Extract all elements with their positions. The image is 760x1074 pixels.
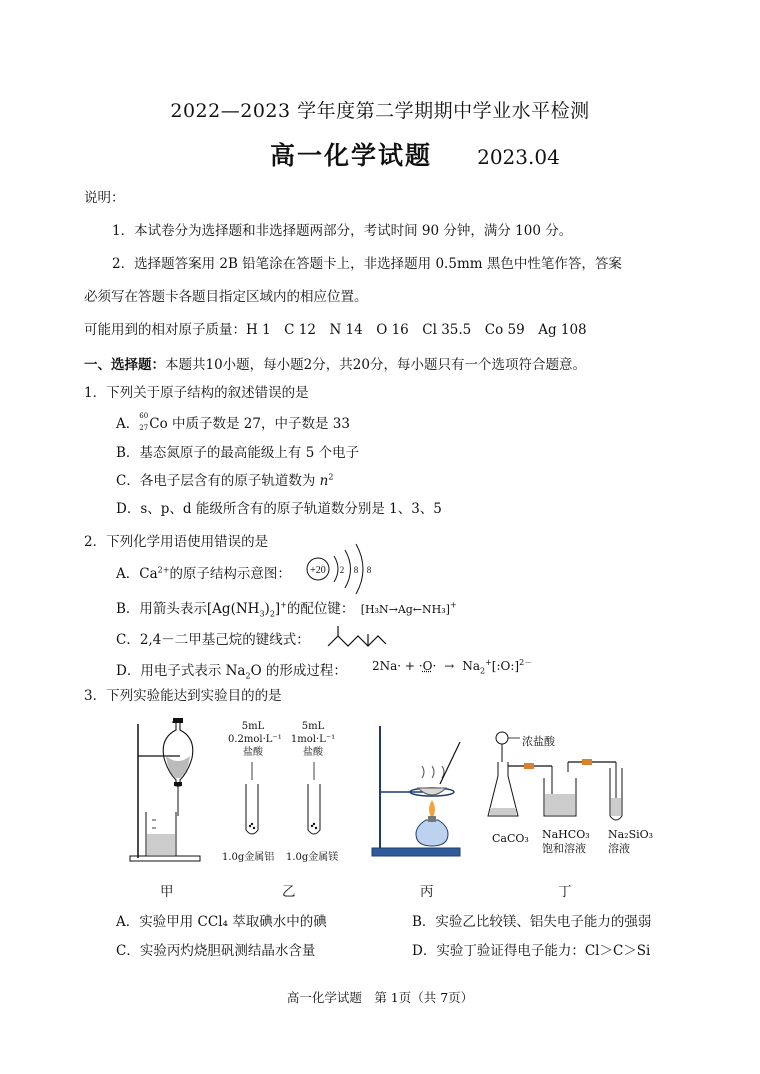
instructions-heading: 说明： — [84, 190, 125, 206]
subject-title: 高一化学试题 — [270, 141, 433, 170]
ding-na2sio3-note: 溶液 — [608, 842, 630, 855]
section-1-heading: 一、选择题： — [84, 357, 165, 373]
yi-right-acid: 盐酸 — [303, 747, 323, 758]
ding-caco3-label: CaCO₃ — [492, 832, 529, 845]
question-3-option-c: C．实验丙灼烧胆矾测结晶水含量 — [116, 943, 316, 959]
q1-isotope-prefix — [139, 411, 149, 432]
q1-a-prefix: A． — [116, 416, 140, 432]
yi-right-reagent-label — [288, 720, 338, 759]
q2-b-text4: 的配位键： — [286, 601, 355, 617]
q1-c-n: n — [319, 473, 329, 489]
apparatus-bing-crucible-heating — [370, 722, 470, 862]
question-3-option-a: A．实验甲用 CCl₄ 萃取碘水中的碘 — [116, 914, 327, 930]
dot-eq-oxygen-2: O — [500, 659, 511, 673]
question-3-stem: 3．下列实验能达到实验目的的是 — [84, 688, 282, 704]
q1-c-text: C．各电子层含有的原子轨道数为 — [116, 473, 320, 489]
q2-b-sub: 3 — [259, 609, 265, 619]
yi-left-acid: 盐酸 — [243, 747, 263, 758]
apparatus-label-ding: 丁 — [558, 884, 572, 900]
instruction-item-2-line-2: 必须写在答题卡各题目指定区域内的相应位置。 — [84, 289, 368, 305]
atomic-masses: 可能用到的相对原子质量：H 1 C 12 N 14 O 16 Cl 35.5 Co 59 Ag 108 — [84, 322, 587, 338]
question-1-option-a — [116, 412, 350, 432]
question-1-option-d: D．s、p、d 能级所含有的原子轨道数分别是 1、3、5 — [116, 501, 442, 517]
question-1-option-c — [116, 469, 333, 489]
ca-shell-1-electrons: 2 — [339, 565, 345, 575]
q1-isotope-mass: 60 — [139, 411, 149, 420]
apparatus-yi-test-tubes — [236, 760, 336, 840]
dot-eq-charge: 2－ — [519, 658, 533, 667]
exam-date: 2023.04 — [477, 145, 560, 169]
q1-a-text: 中质子数是 27，中子数是 33 — [167, 416, 350, 432]
yi-right-concentration: 1mol·L⁻¹ — [290, 734, 336, 745]
apparatus-label-bing: 丙 — [420, 884, 434, 900]
q2-a-prefix: A．Ca — [116, 566, 158, 582]
question-1-option-b: B．基态氮原子的最高能级上有 5 个电子 — [116, 445, 360, 461]
apparatus-label-jia: 甲 — [160, 884, 174, 900]
question-2-stem: 2．下列化学用语使用错误的是 — [84, 534, 269, 550]
question-2-option-a — [116, 562, 291, 582]
yi-left-volume: 5mL — [241, 721, 265, 732]
question-3-option-b: B．实验乙比较镁、铝失电子能力的强弱 — [412, 914, 652, 930]
instruction-item-1: 1．本试卷分为选择题和非选择题两部分，考试时间 90 分钟，满分 100 分。 — [112, 223, 573, 239]
apparatus-jia-separatory-funnel — [128, 716, 208, 866]
q2-d-text: D．用电子式表示 Na — [116, 663, 246, 679]
yi-left-reagent-label — [228, 720, 282, 759]
q2-b-sub2: 2 — [269, 609, 275, 619]
ca-shell-3-electrons: 8 — [366, 565, 372, 575]
yi-left-metal: 1.0g金属铝 — [222, 852, 275, 863]
electron-dot-formation: $2Na\cdot + \cdot O\cdot \to Na_2^+[:O:]^{2-}$ — [372, 658, 533, 676]
ding-na2sio3-label — [608, 828, 653, 856]
yi-right-metal: 1.0g金属镁 — [286, 852, 339, 863]
dot-eq-oxygen: O — [422, 659, 433, 673]
ca-ion-structure-diagram — [300, 540, 390, 598]
dot-eq-sup: + — [485, 658, 492, 667]
q2-a-charge: 2+ — [157, 565, 170, 575]
q2-b-text2: ) — [264, 601, 270, 617]
page-footer: 高一化学试题 第 1页（共 7页） — [286, 990, 474, 1005]
section-1-description: 本题共10小题，每小题2分，共20分，每小题只有一个选项符合题意。 — [165, 357, 586, 373]
question-2-option-b — [116, 597, 457, 617]
dot-eq-sodium: Na — [462, 659, 480, 673]
section-1-header — [84, 353, 586, 373]
skeletal-formula-dimethylhexane — [326, 624, 388, 650]
q2-b-sup: + — [280, 600, 287, 610]
question-3-option-d: D．实验丁验证得电子能力：Cl＞C＞Si — [412, 943, 651, 959]
instruction-item-2-line-1: 2．选择题答案用 2B 铅笔涂在答题卡上，非选择题用 0.5mm 黑色中性笔作答，答案 — [112, 256, 622, 272]
apparatus-label-yi: 乙 — [282, 884, 296, 900]
question-2-option-d — [116, 659, 347, 679]
ding-nahco3-note: 饱和溶液 — [542, 842, 586, 855]
q2-b-text: B．用箭头表示[Ag(NH — [116, 601, 260, 617]
yi-right-volume: 5mL — [301, 721, 325, 732]
coordinate-bond-formula: [H₃N→Ag←NH₃] — [360, 603, 450, 616]
q1-c-exponent: 2 — [328, 472, 334, 482]
q2-d-sub: 2 — [245, 671, 251, 681]
dot-eq-close-bracket: ] — [514, 659, 520, 673]
q1-element: Co — [149, 416, 168, 432]
question-2-option-c: C．2,4－二甲基己烷的键线式： — [116, 632, 310, 648]
ca-nucleus-charge: +20 — [310, 565, 326, 576]
subject-title-row — [270, 136, 560, 172]
ca-shell-2-electrons: 8 — [353, 565, 359, 575]
ding-nahco3-formula: NaHCO₃ — [542, 828, 590, 841]
exam-title: 2022—2023 学年度第二学期期中学业水平检测 — [170, 100, 590, 122]
q2-d-text2: O 的形成过程： — [250, 663, 347, 679]
question-1-stem: 1．下列关于原子结构的叙述错误的是 — [84, 385, 309, 401]
dot-eq-sub: 2 — [480, 666, 486, 676]
ding-conc-hcl-label: 浓盐酸 — [522, 735, 555, 748]
q1-isotope-number: 27 — [139, 423, 149, 432]
apparatus-ding-gas-chain — [486, 728, 636, 828]
dot-eq-arrow: → — [444, 659, 455, 673]
ding-nahco3-label — [542, 828, 590, 856]
coordinate-bond-charge: + — [449, 600, 457, 610]
ding-na2sio3-formula: Na₂SiO₃ — [608, 828, 654, 841]
dot-eq-open-bracket: [ — [491, 659, 497, 673]
dot-eq-left: 2Na· + · — [372, 659, 423, 673]
yi-left-concentration: 0.2mol·L⁻¹ — [228, 734, 282, 745]
q2-b-text3: ] — [274, 601, 281, 617]
q2-a-text: 的原子结构示意图： — [169, 566, 291, 582]
